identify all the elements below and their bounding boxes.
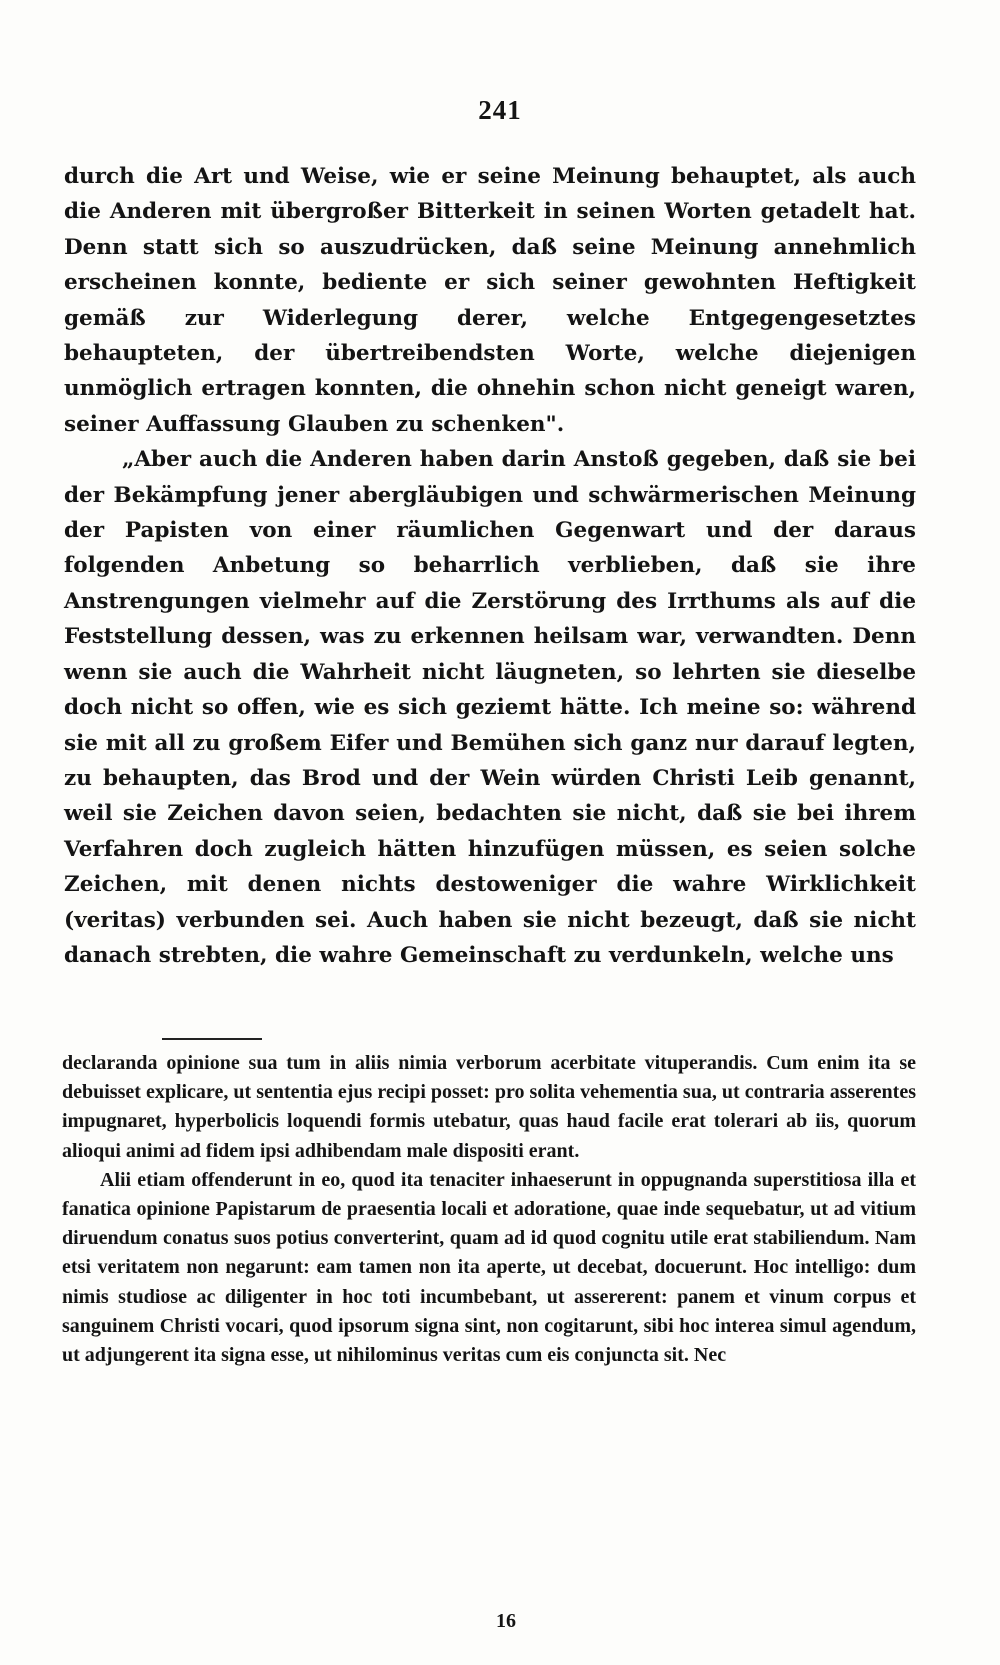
main-text-german [64, 159, 916, 973]
footnote-divider [162, 1038, 262, 1040]
signature-mark: 16 [496, 1610, 516, 1632]
page-number: 241 [478, 95, 522, 125]
german-paragraph-2: „Aber auch die Anderen haben darin Anstoß gegeben, daß sie bei der Bekämpfung jener abergläubigen und schwärmerischen Meinung der Papisten von einer räumlichen Gegenwart und der daraus folgenden Anbetung so beharrlich verblieben, daß sie ihre Anstrengungen vielmehr auf die Zerstörung des Irrthums als auf die Feststellung dessen, was zu erkennen heilsam war, verwandten. Denn wenn sie auch die Wahrheit nicht läugneten, so lehrten sie dieselbe doch nicht so offen, wie es sich geziemt hätte. Ich meine so: während sie mit all zu großem Eifer und Bemühen sich ganz nur darauf legten, zu behaupten, das Brod und der Wein würden Christi Leib genannt, weil sie Zeichen davon seien, bedachten sie nicht, daß sie bei ihrem Verfahren doch zugleich hätten hinzufügen müssen, es seien solche Zeichen, mit denen nichts destoweniger die wahre Wirklichkeit (veritas) verbunden sei. Auch haben sie nicht bezeugt, daß sie nicht danach strebten, die wahre Gemeinschaft zu verdunkeln, welche uns [64, 447, 916, 968]
footnote-latin [62, 1049, 916, 1370]
german-paragraph-1: durch die Art und Weise, wie er seine Meinung behauptet, als auch die Anderen mit übergroßer Bitterkeit in seinen Worten getadelt hat. Denn statt sich so auszudrücken, daß seine Meinung annehmlich erscheinen konnte, bediente er sich seiner gewohnten Heftigkeit gemäß zur Widerlegung derer, welche Entgegengesetztes behaupteten, der übertreibendsten Worte, welche diejenigen unmöglich ertragen konnten, die ohnehin schon nicht geneigt waren, seiner Auffassung Glauben zu schenken". [64, 164, 916, 437]
latin-paragraph-1: declaranda opinione sua tum in aliis nimia verborum acerbitate vituperandis. Cum enim ita se debuisset explicare, ut sententia ejus recipi posset: pro solita vehementia sua, ut contraria asserentes impugnaret, hyperbolicis loquendi formis utebatur, quas haud facile erat tolerari ab iis, quorum alioqui animi ad fidem ipsi adhibendam male dispositi erant. [62, 1052, 916, 1162]
latin-paragraph-2: Alii etiam offenderunt in eo, quod ita tenaciter inhaeserunt in oppugnanda superstitiosa illa et fanatica opinione Papistarum de praesentia locali et adoratione, quae inde sequebatur, ut ad vitium diruendum conatus suos potius converterint, quam ad id quod cognitu utile erat stabiliendum. Nam etsi veritatem non negarunt: eam tamen non ita aperte, ut decebat, docuerunt. Hoc intelligo: dum nimis studiose ac diligenter in hoc toti incumbebant, ut assererent: panem et vinum corpus et sanguinem Christi vocari, quod ipsorum signa sint, non cogitarunt, sibi hoc interea simul agendum, ut adjungerent ita signa esse, ut nihilominus veritas cum eis conjuncta sit. Nec [62, 1168, 916, 1367]
